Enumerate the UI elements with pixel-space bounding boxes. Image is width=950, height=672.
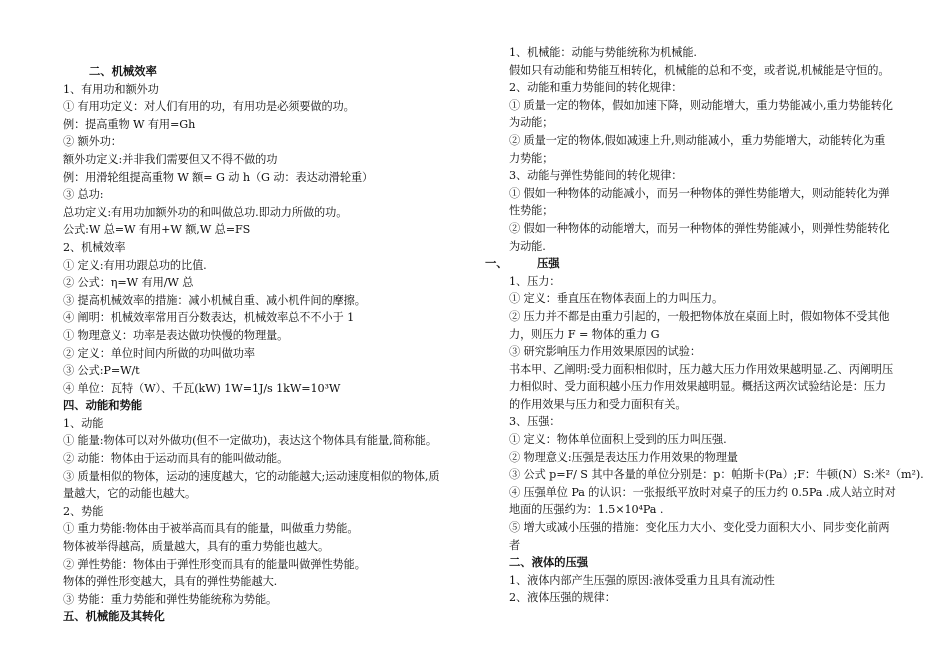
text-line: ④ 阐明：机械效率常用百分数表达，机械效率总不不小于 1: [63, 311, 355, 325]
text-line: 2、动能和重力势能间的转化规律：: [509, 81, 683, 95]
text-line: 例：用滑轮组提高重物 W 额= G 动 h（G 动：表达动滑轮重）: [63, 170, 374, 184]
text-line: ① 定义：垂直压在物体表面上的力叫压力。: [509, 292, 724, 306]
text-line: ② 物理意义:压强是表达压力作用效果的物理量: [509, 450, 738, 464]
text-line: ③ 提高机械效率的措施：减小机械自重、减小机件间的摩擦。: [63, 293, 366, 307]
text-line: ③ 总功:: [63, 188, 104, 202]
text-line: 2、势能: [63, 504, 104, 518]
text-line: 者: [509, 538, 521, 552]
text-line: 力势能；: [509, 151, 554, 165]
text-line: 为动能；: [509, 116, 554, 130]
text-line: ② 额外功：: [63, 135, 122, 149]
text-line: ① 质量一定的物体，假如加速下降，则动能增大，重力势能减小,重力势能转化: [509, 98, 893, 112]
section-heading: 二、机械效率: [89, 64, 157, 78]
text-line: ② 质量一定的物体,假如减速上升,则动能减小，重力势能增大，动能转化为重: [509, 133, 886, 147]
text-line: 力相似时、受力面积越小压力作用效果越明显。概括这两次试验结论是：压力: [509, 380, 886, 394]
text-line: ② 定义：单位时间内所做的功叫做功率: [63, 346, 255, 360]
text-line: 1、压力：: [509, 274, 561, 288]
text-line: 物体被举得越高，质量越大，具有的重力势能也越大。: [63, 540, 330, 554]
text-line: 额外功定义:并非我们需要但又不得不做的功: [63, 152, 278, 166]
section-heading: 四、动能和势能: [63, 398, 143, 413]
text-line: ③ 公式:P=W/t: [63, 364, 140, 378]
text-line: 2、机械效率: [63, 240, 126, 254]
text-line: ② 公式：η=W 有用/W 总: [63, 276, 194, 290]
text-line: 1、机械能：动能与势能统称为机械能.: [509, 46, 697, 59]
text-line: 总功定义:有用功加额外功的和叫做总功.即动力所做的功。: [63, 205, 348, 219]
text-line: 量越大，它的动能也越大。: [63, 487, 197, 501]
text-line: 1、动能: [63, 416, 104, 430]
text-line: ② 压力并不都是由重力引起的，一般把物体放在桌面上时，假如物体不受其他: [509, 309, 890, 323]
text-line: 3、动能与弹性势能间的转化规律：: [509, 169, 683, 183]
text-line: ③ 势能：重力势能和弹性势能统称为势能。: [63, 592, 278, 606]
text-line: ⑤ 增大或减小压强的措施：变化压力大小、变化受力面积大小、同步变化前两: [509, 521, 890, 535]
section-title: 压强: [537, 256, 560, 271]
text-line: ① 有用功定义：对人们有用的功，有用功是必须要做的功。: [63, 100, 355, 114]
text-line: 性势能；: [509, 204, 554, 218]
text-line: ② 假如一种物体的动能增大，而另一种物体的弹性势能减小，则弹性势能转化: [509, 221, 890, 235]
text-line: ① 假如一种物体的动能减小，而另一种物体的弹性势能增大，则动能转化为弹: [509, 186, 890, 200]
text-line: ② 弹性势能：物体由于弹性形变而具有的能量叫做弹性势能。: [63, 557, 366, 571]
text-line: ① 定义:有用功跟总功的比值.: [63, 258, 207, 272]
section-number: 一、: [485, 256, 508, 271]
text-line: 假如只有动能和势能互相转化，机械能的总和不变，或者说,机械能是守恒的。: [509, 63, 890, 77]
text-line: 地面的压强约为：1.5×10⁴Pa .: [509, 503, 664, 517]
text-line: 为动能.: [509, 239, 546, 253]
text-line: 3、压强：: [509, 415, 561, 429]
text-line: ① 重力势能:物体由于被举高而具有的能量，叫做重力势能。: [63, 522, 359, 536]
text-line: 力，则压力 F = 物体的重力 G: [509, 327, 660, 341]
text-line: 2、液体压强的规律：: [509, 591, 616, 605]
text-line: ① 定义：物体单位面积上受到的压力叫压强.: [509, 433, 727, 447]
text-line: 1、有用功和额外功: [63, 82, 159, 96]
text-line: ① 物理意义：功率是表达做功快慢的物理量。: [63, 328, 289, 342]
text-line: ② 动能：物体由于运动而具有的能叫做动能。: [63, 452, 289, 466]
text-line: 物体的弹性形变越大，具有的弹性势能越大.: [63, 575, 278, 589]
text-line: 的作用效果与压力和受力面积有关。: [509, 397, 687, 411]
section-heading: 五、机械能及其转化: [63, 609, 165, 624]
section-heading: [485, 255, 914, 273]
text-line: ③ 研究影响压力作用效果原因的试验：: [509, 345, 701, 359]
text-line: 书本甲、乙阐明:受力面积相似时，压力越大压力作用效果越明显.乙、丙阐明压: [509, 362, 894, 376]
left-column: [63, 63, 473, 626]
text-line: ③ 质量相似的物体，运动的速度越大，它的动能越大;运动速度相似的物体,质: [63, 469, 440, 483]
right-column: [485, 44, 924, 607]
text-line: ① 能量:物体可以对外做功(但不一定做功)，表达这个物体具有能量,简称能。: [63, 434, 437, 448]
text-line: 1、液体内部产生压强的原因:液体受重力且具有流动性: [509, 573, 775, 587]
text-line: ③ 公式 p=F/ S 其中各量的单位分别是：p：帕斯卡(Pa）;F：牛顿(N）S:米²（m²).: [509, 468, 924, 482]
text-line: ④ 压强单位 Pa 的认识：一张报纸平放时对桌子的压力约 0.5Pa .成人站立时对: [509, 485, 896, 499]
text-line: 公式:W 总=W 有用+W 额,W 总=FS: [63, 223, 251, 237]
text-line: 例：提高重物 W 有用=Gh: [63, 117, 196, 131]
text-line: ④ 单位：瓦特（W）、千瓦(kW) 1W=1J/s 1kW=10³W: [63, 381, 341, 395]
section-heading: 二、液体的压强: [509, 555, 589, 570]
